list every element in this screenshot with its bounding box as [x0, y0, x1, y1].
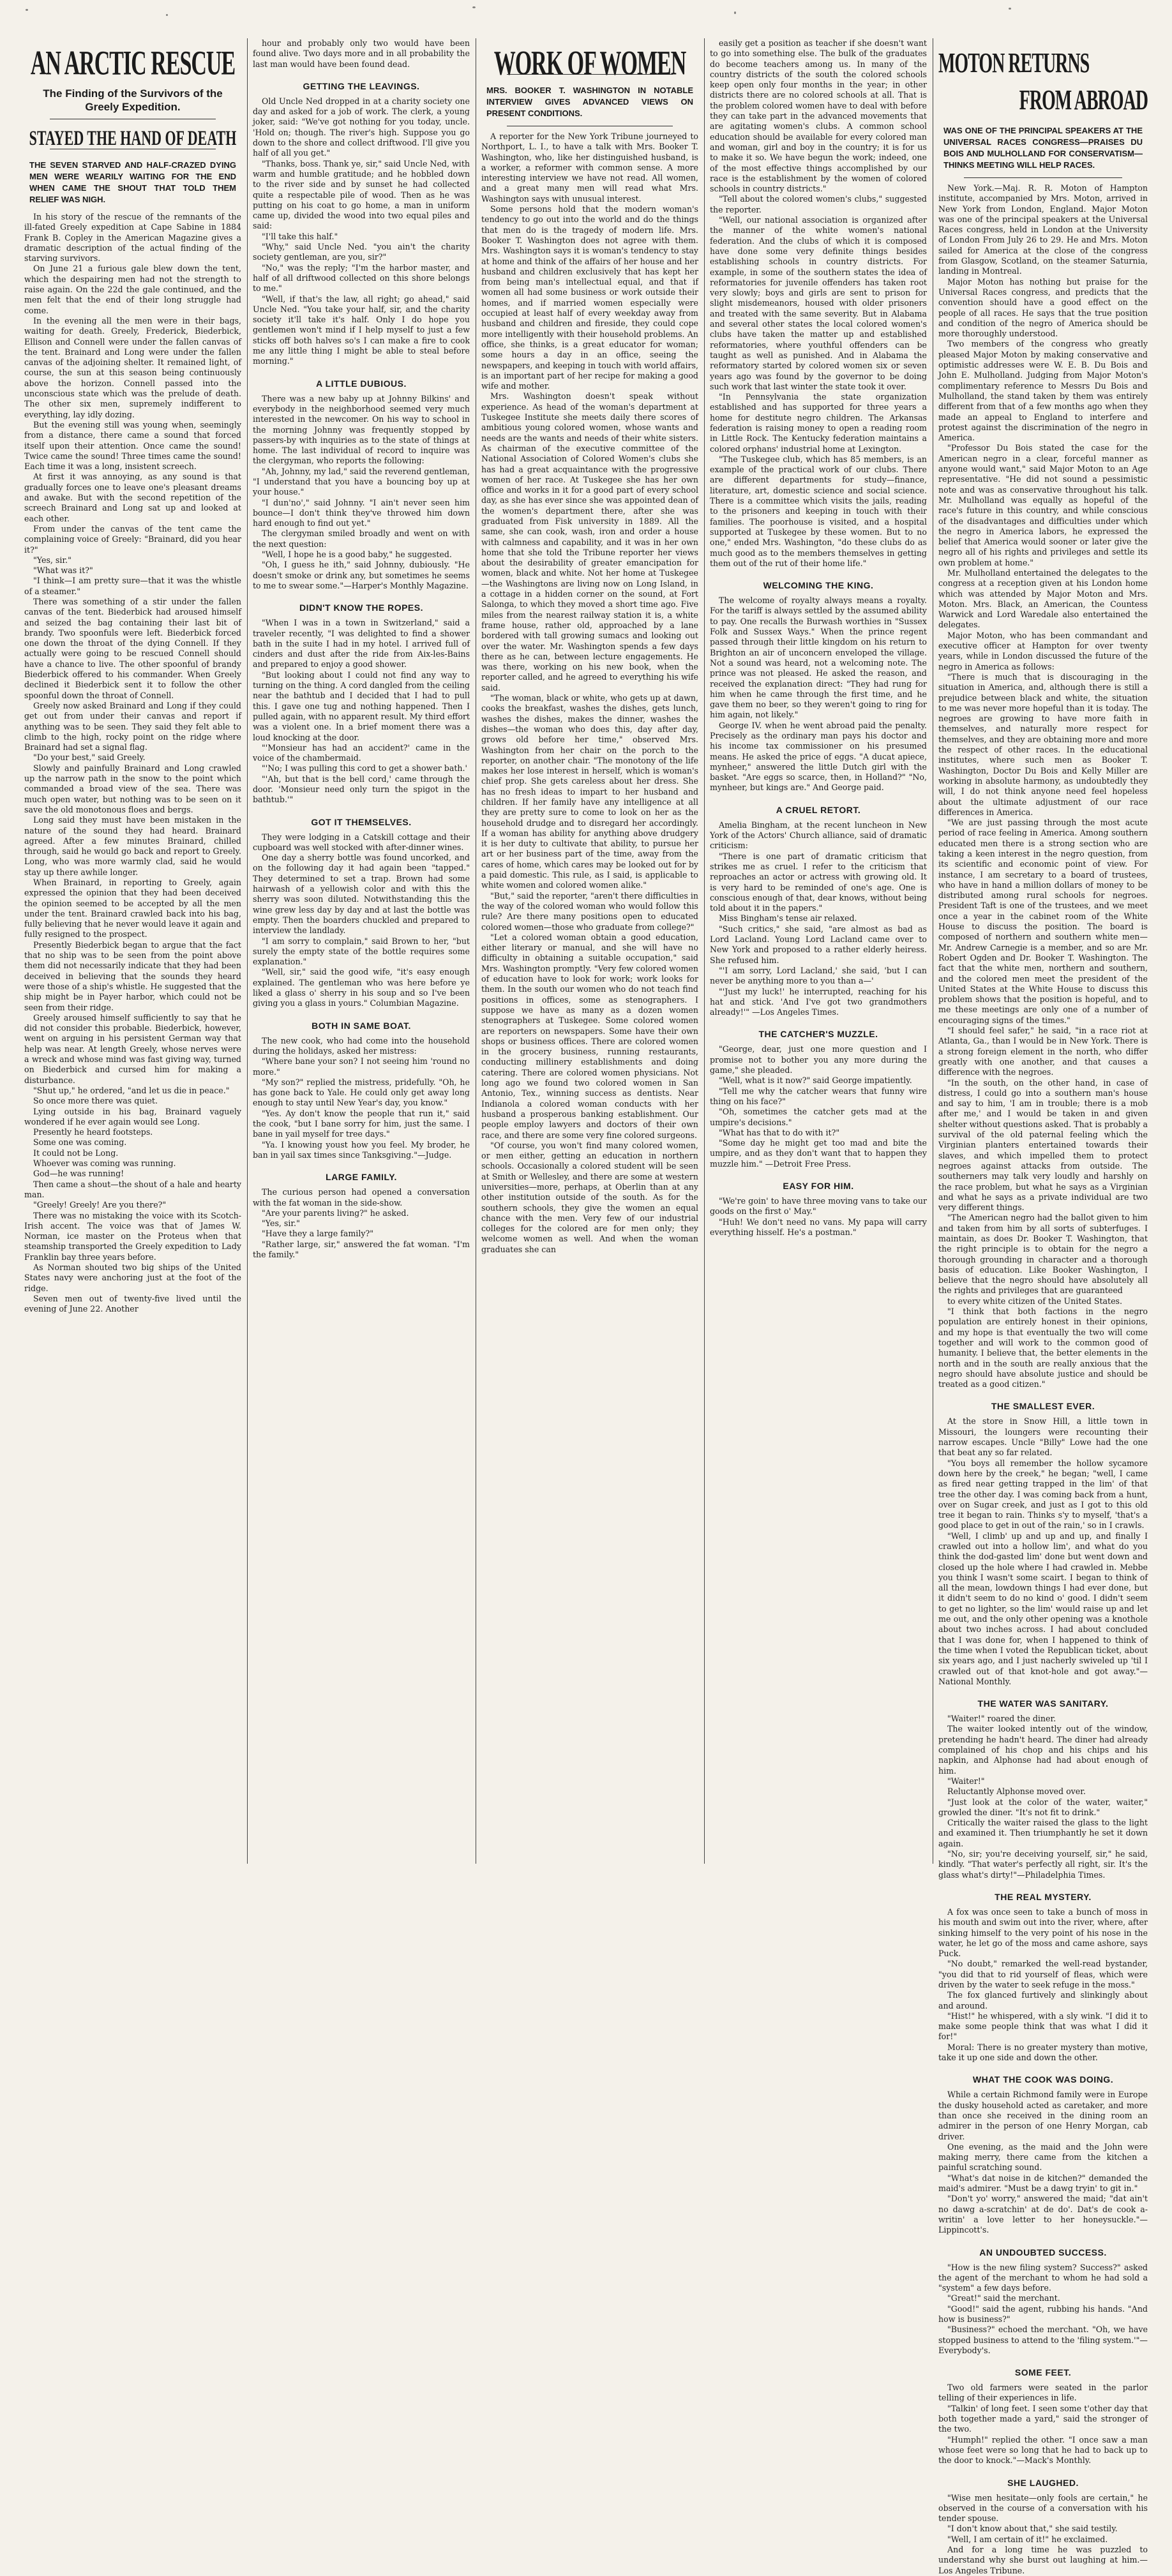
paragraph: Amelia Bingham, at the recent luncheon in New York of the Actors' Church alliance, said of dramatic criticism: — [710, 820, 927, 851]
paragraph: "Oh, sometimes the catcher gets mad at the umpire's decisions." — [710, 1107, 927, 1127]
section-heading: GETTING THE LEAVINGS. — [303, 80, 420, 91]
paragraph: "I don't know about that," she said testily. — [947, 2524, 1118, 2534]
paragraph: "The American negro had the ballot given to him and taken from him by all sorts of subterfuges. I maintain, as does Dr. Booker T. Washington, that the right principle is to obtain for the negro a thorough grounding in character and a thorough basis of education. Like Booker Washington, I believe that the negro should have absolutely all the rights and privileges that are guaranteed — [938, 1213, 1148, 1296]
paragraph: "No, sir; you're deceiving yourself, sir," he said, kindly. "That water's perfectly all right, sir. It's the glass what's dirty!"—Philadelphia Times. — [938, 1849, 1148, 1880]
article-summary: MRS. BOOKER T. WASHINGTON IN NOTABLE INTERVIEW GIVES ADVANCED VIEWS ON PRESENT CONDITIONS. — [486, 86, 693, 118]
paragraph: "No doubt," remarked the well-read bystander, "you did that to rid yourself of fleas, which were driven by the water to seek refuge in the moss." — [938, 1959, 1148, 1989]
paragraph: There was something of a stir under the fallen canvas of the tent. Biederbick had aroused himself and seized the bag containing their last bit of brandy. Two spoonfuls were left. Biederbick forced one down the throat of the dying Connell. If they actually were going to be rescued Connell should have a chance to live. The other spoonful of brandy Biederbick offered to his commander. When Greely declined it Biederbick sent it to follow the other spoonful down the throat of Connell. — [24, 596, 241, 700]
article-summary: WAS ONE OF THE PRINCIPAL SPEAKERS AT THE UNIVERSAL RACES CONGRESS—PRAISES DU BOIS AND MULHOLLAND FOR CONSERVATISM—THINKS MEETING WILL HELP RACES. — [943, 126, 1143, 170]
paragraph: "Well, if that's the law, all right; go ahead," said Uncle Ned. "You take your half, sir, and the charity society it'll take it's half. Only I do hope you gentlemen won't mind if I help myself to just a few sticks off both halves so's I can make a fire to cook me any little thing I might be able to steal before morning." — [253, 294, 470, 366]
paragraph: "Business?" echoed the merchant. "Oh, we have stopped business to attend to the 'filing system.'"—Everybody's. — [938, 2325, 1148, 2355]
paragraph: "How is the new filing system? Success?" asked the agent of the merchant to whom he had sold a "system" a few days before. — [938, 2262, 1148, 2293]
paragraph: "Well, our national association is organized after the manner of the white women's national federation. And the clubs of which it is composed have done some very definite things besides establishing schools in country districts. For example, in some of the southern states the idea of reformatories for juvenile offenders has taken root very slowly; boys and girls are sent to prison for slight misdemeanors, housed with older prisoners and treated with the same severity. But in Alabama and several other states the local colored women's clubs have taken the matter up and established reformatories, where youthful offenders can be taught as well as punished. And in Alabama the reformatory started by colored women six or seven years ago was found by the governor to be doing such work that last winter the state took it over. — [710, 215, 927, 391]
paragraph: Miss Bingham's tense air relaxed. — [719, 913, 857, 924]
column-rule — [247, 38, 248, 1864]
paragraph: Two old farmers were seated in the parlor telling of their experiences in life. — [938, 2383, 1148, 2403]
paragraph: to every white citizen of the United States. — [947, 1296, 1122, 1306]
paragraph: "'Ah, but that is the bell cord,' came through the door. 'Monsieur need only turn the spigot in the bathtub.'" — [253, 774, 470, 805]
column-2 — [253, 38, 470, 1864]
section-heading: SOME FEET. — [1014, 2367, 1072, 2378]
paragraph: The new cook, who had come into the household during the holidays, asked her mistress: — [253, 1035, 470, 1056]
paragraph: "I am sorry to complain," said Brown to her, "but surely the empty state of the bottle requires some explanation." — [253, 936, 470, 967]
section-heading: THE REAL MYSTERY. — [995, 1891, 1092, 1902]
paragraph: Some one was coming. — [33, 1137, 127, 1148]
paragraph: "Great!" said the merchant. — [947, 2293, 1060, 2303]
paragraph: There was a new baby up at Johnny Bilkins' and everybody in the neighborhood seemed very much interested in the newcomer. On his way to school in the morning Johnny was frequently stopped by passers-by with inquiries as to the state of things at home. The last individual of record to inquire was the clergyman, who reports the following: — [253, 393, 470, 466]
paragraph: "Waiter!" roared the diner. — [947, 1714, 1056, 1724]
paragraph: A fox was once seen to take a bunch of moss in his mouth and swim out into the river, where, after sinking himself to the very point of his nose in the water, he let go of the moss and came ashore, says Puck. — [938, 1906, 1148, 1959]
paragraph: "Thanks, boss. Thank ye, sir," said Uncle Ned, with warm and humble gratitude; and he hobbled down to the river side and by sunset he had collected quite a respectable pile of wood. Then as he was putting on his coat to go home, a man in uniform came up, divided the wood into two equal piles and said: — [253, 158, 470, 231]
paragraph: A reporter for the New York Tribune journeyed to Northport, L. I., to have a talk with Mrs. Booker T. Washington, who, like her distinguished husband, is a worker, a reformer with common sense. A more interesting interview we have not read. All women, and a great many men will read what Mrs. Washington says with unusual interest. — [481, 131, 698, 204]
paragraph: It could not be Long. — [33, 1148, 119, 1158]
paragraph: "There is much that is discouraging in the situation in America, and, although there is still a prejudice between black and white, the situation to me was never more hopeful than it is today. The negroes are growing to have more faith in themselves, and naturally more respect for themselves, and they are obtaining more and more the respect of other races. In the educational institutes, where such men as Booker T. Washington, Doctor Du Bois and Kelly Miller are working in absolute harmony, as undoubtedly they will, I do not think anyone need feel hopeless about the ultimate adjustment of our race differences in America. — [938, 671, 1148, 817]
paragraph: Lying outside in his bag, Brainard vaguely wondered if he ever again would see Long. — [24, 1106, 241, 1127]
paragraph: "Well, I climb' up and up and up, and finally I crawled out into a hollow lim', and what do you think the dod-gasted lim' done but went down and closed up the hole where I had crawled in. Mebbe you think I wasn't some scairt. I began to think of all the mean, lowdown things I had ever done, but it didn't seem to do no kind o' good. I didn't seem to get no lighter, so the lim' would raise up and let me out, and the only other opening was a knothole about two inches across. I had about concluded that I was done for, when I happened to think of the time when I voted the Republican ticket, about six years ago, and I just nacherly swiveled up 'til I crawled out of that knot-hole and got away."—National Monthly. — [938, 1531, 1148, 1686]
paragraph: George IV. when he went abroad paid the penalty. Precisely as the ordinary man pays his doctor and his income tax commissioner on his presumed means. He asked the price of eggs. "A ducat apiece, mynheer," answered the little Dutch girl with the basket. "Are eggs so scarce, then, in Holland?" "No, mynheer, but kings are." And George paid. — [710, 720, 927, 793]
paragraph: Seven men out of twenty-five lived until the evening of June 22. Another — [24, 1293, 241, 1314]
newspaper-page — [24, 38, 1148, 2575]
paragraph: God—he was running! — [33, 1169, 124, 1179]
paragraph: "You boys all remember the hollow sycamore down here by the creek," he began; "well, I came as fired near getting trapped in the lim' of that tree the other day. I was coming back from a hunt, over on Sugar creek, and just as I got to this old tree it began to rain. Thinks s'y to myself, 'that's a good place to get in out of the rain,' so in I crawls. — [938, 1458, 1148, 1531]
paragraph: "Talkin' of long feet. I seen some t'other day that both together made a yard," said the stronger of the two. — [938, 2403, 1148, 2434]
paragraph: Then came a shout—the shout of a hale and hearty man. — [24, 1179, 241, 1199]
paragraph: Major Moton has nothing but praise for the Universal Races congress, and predicts that the convention should have a good effect on the people of all races. He says that the true position and condition of the negro of America should be more thoroughly understood. — [938, 276, 1148, 339]
paragraph: "Rather large, sir," answered the fat woman. "I'm the family." — [253, 1239, 470, 1259]
paragraph: "The Tuskegee club, which has 85 members, is an example of the practical work of our clubs. There are different departments for study—finance, literature, art, domestic science and social science. There is a committee which visits the jails, reading to the prisoners and keeping in touch with their families. The poorhouse is visited, and a hospital supported at Tuskegee by these women. But to no one," ended Mrs. Washington, "do these clubs do as much good as to the members themselves in getting them out of the rut of their home life." — [710, 454, 927, 568]
paragraph: "In the south, on the other hand, in case of distress, I could go into a southern man's house and say to him, 'I am in trouble; there is a mob after me,' and I would be taken in and given shelter without questions asked. That is probably a survival of the old paternal feeling which the Virginian planters entertained towards their slaves, and which impelled them to protect negroes against attacks from outside. The southerners may talk very loudly and harshly on the race problem, but what he says as a Virginian and what he says as a private individual are two very different things. — [938, 1077, 1148, 1213]
paragraph: Critically the waiter raised the glass to the light and examined it. Then triumphantly he set it down again. — [938, 1818, 1148, 1848]
paragraph: "Tell me why the catcher wears that funny wire thing on his face?" — [710, 1086, 927, 1106]
paragraph: hour and probably only two would have been found alive. Two days more and in all probability the last man would have been found dead. — [253, 38, 470, 69]
section-heading: BOTH IN SAME BOAT. — [312, 1020, 411, 1031]
paragraph: "Ah, Johnny, my lad," said the reverend gentleman, "I understand that you have a bouncing boy up at your house." — [253, 466, 470, 497]
paragraph: "Where bane your son? I not seeing him 'round no more." — [253, 1056, 470, 1077]
section-heading: SHE LAUGHED. — [1007, 2477, 1079, 2488]
paragraph: "'Monsieur has had an accident?' came in the voice of the chambermaid. — [253, 742, 470, 763]
paragraph: "What's dat noise in de kitchen?" demanded the maid's admirer. "Must be a dawg tryin' to git in." — [938, 2173, 1148, 2194]
paragraph: In his story of the rescue of the remnants of the ill-fated Greely expedition at Cape Sabine in 1884 Frank B. Copley in the American Magazine gives a dramatic description of the actual finding of the starving survivors. — [24, 212, 241, 264]
paragraph: "Wise men hesitate—only fools are certain," he observed in the course of a conversation with his tender spouse. — [938, 2492, 1148, 2524]
headline-work-of-women: WORK OF WOMEN — [493, 45, 686, 83]
section-heading: A CRUEL RETORT. — [776, 804, 861, 815]
paragraph: "I'll take this half." — [262, 231, 338, 241]
paragraph: The waiter looked intently out of the window, pretending he hadn't heard. The diner had already complained of his chop and his chips and his napkin, and Alphonse had had about enough of him. — [938, 1724, 1148, 1776]
paragraph: And for a long time he was puzzled to understand why she burst out laughing at him.—Los Angeles Tribune. — [938, 2545, 1148, 2575]
paragraph: "Yes. Ay don't know the people that run it," said the cook, "but I bane sorry for him, just the same. I bane in yail myself for tree days." — [253, 1108, 470, 1139]
paragraph: "I dun'no'," said Johnny. "I ain't never seen him bounce—I don't think they've throwed him down hard enough to find out yet." — [253, 497, 470, 528]
paragraph: "I should feel safer," he said, "in a race riot at Atlanta, Ga., than I would be in New York. There is a strong foreign element in the north, who differ greatly with one another, and that causes a difference with the negroes. — [938, 1026, 1148, 1077]
paragraph: "Professor Du Bois stated the case for the American negro in a clear, forceful manner as anyone would want," said Major Moton to an Age representative. "He did not sound a pessimistic note and was as conservative throughout his talk. Mr. Mulholland was equally as hopeful of the race's future in this country, and while conscious of the disadvantages and difficulties under which the negro in America labors, he expressed the belief that America would sooner or later give the negro all of his rights and privileges and settle its own problem at home." — [938, 443, 1148, 567]
paragraph: "Let a colored woman obtain a good education, either literary or manual, and she will have no difficulty in obtaining a suitable occupation," said Mrs. Washington promptly. "Very few colored women of education have to look for work; work looks for them. In the south our women who do not teach find positions in offices, some as stenographers. I suppose we have as many as a dozen women stenographers at Tuskegee. Some colored women are reporters on newspapers. Some have their own shops or business offices. There are colored women in the grocery business, running restaurants, conducting millinery establishments and doing catering. There are colored women physicians. Not long ago we found two colored women in San Antonio, Tex., winning success as dentists. Near Indianola a colored woman conducts with her husband a prosperous banking establishment. Our people employ lawyers and doctors of their own race, and there are some very fine colored surgeons. — [481, 932, 698, 1140]
headline-arctic-rescue: AN ARCTIC RESCUE — [30, 45, 236, 83]
column-rule — [704, 38, 705, 1864]
column-5 — [938, 38, 1148, 2575]
paragraph: The welcome of royalty always means a royalty. For the tariff is always settled by the assumed ability to pay. One recalls the Burwash worthies in "Sussex Folk and Sussex Ways." When the prince regent passed through their little kingdom on his return to Brighton an air of unconcern enveloped the village. Not a sound was heard, not a welcoming note. The prince was not pleased. He asked the reason, and received the explanation direct: "They had rung for him when he came through the first time, and he gave them no beer, so they weren't going to ring for him again, not likely." — [710, 595, 927, 720]
paragraph: New York.—Maj. R. R. Moton of Hampton institute, accompanied by Mrs. Moton, arrived in New York from London, England. Major Moton was one of the principal speakers at the Universal Races congress, held in London at the University of London From July 26 to 29. He and Mrs. Moton sailed for America at the close of the congress from Glasgow, Scotland, on the steamer Saturnia, landing in Montreal. — [938, 183, 1148, 276]
paragraph: On June 21 a furious gale blew down the tent, which the despairing men had not the strength to raise again. On the 22d the gale continued, and the men felt that the end of their long struggle had come. — [24, 264, 241, 315]
paragraph: When Brainard, in reporting to Greely, again expressed the opinion that they had been deceived the opinion seemed to be accepted by all the men under the tent. Brainard crawled back into his bag, fully believing that he never would leave it again and fully resigned to the prospect. — [24, 878, 241, 940]
deck-greely-survivors: The Finding of the Survivors of the Greely Expedition. — [43, 87, 223, 113]
paragraph: While a certain Richmond family were in Europe the dusky household acted as caretaker, and more than once she received in the dining room an admirer in the person of one Henry Morgan, cab driver. — [938, 2090, 1148, 2141]
paragraph: "Shut up," he ordered, "and let us die in peace." — [33, 1085, 230, 1095]
paragraph: "Have they a large family?" — [262, 1229, 374, 1239]
paragraph: So once more there was quiet. — [33, 1096, 158, 1106]
deck-stayed-hand: STAYED THE HAND OF DEATH — [29, 126, 237, 150]
paragraph: "What was it?" — [33, 565, 93, 576]
paragraph: "Well, sir," said the good wife, "it's easy enough explained. The gentleman who was here before ye liked a glass o' sherry in his soup and so I've been giving you a glass in yours." Columbian Magazine. — [253, 967, 470, 1008]
paragraph: "'No; I was pulling this cord to get a shower bath.' — [262, 763, 468, 774]
paragraph: At the store in Snow Hill, a little town in Missouri, the loungers were recounting their narrow escapes. Uncle "Billy" Lowe had the one that beat any so far related. — [938, 1416, 1148, 1458]
paragraph: "Of course, you won't find many colored women, or men either, getting an education in northern schools. Occasionally a colored student will be seen at Smith or Wellesley, and there are some at western universities—more, perhaps, at Oberlin than at any other institution outside of the south. As for the southern schools, they give the women an equal chance with the men. Very few of our industrial colleges for the colored are for men only; they welcome women as well. And when the woman graduates she can — [481, 1140, 698, 1254]
paragraph: "Greely! Greely! Are you there?" — [33, 1200, 167, 1210]
paragraph: "Tell about the colored women's clubs," suggested the reporter. — [710, 194, 927, 214]
column-3 — [481, 38, 698, 1864]
paragraph: Two members of the congress who greatly pleased Major Moton by making conservative and optimistic addresses were W. E. B. Du Bois and John E. Mulholland. Judging from Major Moton's complimentary reference to Messrs Du Bois and Mulholland, the stand taken by them was entirely different from that of a few months ago when they made an appeal to England to interfere and protest against the discrimination of the negro in America. — [938, 339, 1148, 443]
paragraph: "There is one part of dramatic criticism that strikes me as cruel. I refer to the criticism that reproaches an actor or actress with growing old. It is very hard to be reminded of one's age. One is conscious enough of that, dear knows, without being told about it in the papers." — [710, 851, 927, 913]
paragraph: "My son?" replied the mistress, pridefully. "Oh, he has gone back to Yale. He could only get away long enough to stay until New Year's day, you know." — [253, 1077, 470, 1108]
paragraph: "Ya. I knowing youst how you feel. My broder, he ban in yail sax times since Tanksgiving."—Judge. — [253, 1139, 470, 1160]
headline-moton-returns: MOTON RETURNS — [938, 47, 1090, 80]
section-heading: DIDN'T KNOW THE ROPES. — [299, 603, 423, 613]
paragraph: "Hist!" he whispered, with a sly wink. "I did it to make some people think that was what I did it for!" — [938, 2011, 1148, 2042]
paragraph: "No," was the reply; "I'm the harbor master, and half of all driftwood collected on this shore belongs to me." — [253, 262, 470, 294]
paragraph: Mrs. Washington doesn't speak without experience. As head of the woman's department at Tuskegee Institute she meets daily there scores of ambitious young colored women, whose wants and needs are the wants and needs of their white sisters. As chairman of the executive committee of the National Association of Colored Women's clubs she has had a great acquaintance with the progressive women of her race. At Tuskegee she has her own office and works in it for a good part of every school day, as she has ever since she was appointed dean of the women's department there, after she was graduated from Fisk university in 1889. All the same, she can cook, wash, iron and order a house with calmness and capability, and it was in her own home that she told the Tribune reporter her views about the desirability of greater emancipation for women, black and white. Not her home at Tuskegee—the Washingtons are living now on Long Island, in a cottage in a hidden corner on the sound, at Fort Salonga, to which they moved a short time ago. Five miles from the nearest railway station it is, a white frame house, rather old, approached by a lane bordered with tall growing sumacs and looking out over the water. Mr. Washington spends a few days there as he can, between lecture engagements. He was there, working on his new book, when the reporter called, and he agreed to everything his wife said. — [481, 391, 698, 693]
article-continuation — [253, 38, 470, 70]
paragraph: Reluctantly Alphonse moved over. — [947, 1786, 1086, 1797]
section-heading: THE CATCHER'S MUZZLE. — [758, 1029, 878, 1040]
paragraph: "Well, I am certain of it!" he exclaimed. — [947, 2534, 1108, 2544]
paragraph: "George, dear, just one more question and I promise not to bother you any more during the game," she pleaded. — [710, 1044, 927, 1075]
paragraph: Presently he heard footsteps. — [33, 1127, 153, 1137]
paragraph: One day a sherry bottle was found uncorked, and on the following day it had again been "tapped." They determined to set a trap. Brown had some hairwash of a yellowish color and with this the sherry was soon diluted. Notwithstanding this the wine grew less day by day and at last the bottle was empty. Then the boarders chuckled and prepared to interview the landlady. — [253, 853, 470, 936]
paragraph: "Are your parents living?" he asked. — [262, 1208, 409, 1218]
paragraph: "I think that both factions in the negro population are entirely honest in their opinions, and my hope is that eventually the two will come together and will work to the common good of humanity. I believe that, the better elements in the north and in the south are really anxious that the negro should have absolute justice and should be treated as a good citizen." — [938, 1307, 1148, 1389]
paragraph: Slowly and painfully Brainard and Long crawled up the narrow path in the snow to the point which commanded a broad view of the sea. There was much open water, but nothing was to be seen on it save the old monotonous floes and bergs. — [24, 763, 241, 814]
paragraph: "The woman, black or white, who gets up at dawn, cooks the breakfast, washes the dishes, gets lunch, washes the dishes, makes the dinner, washes the dishes—the woman who does this, day after day, grows old before her time," observed Mrs. Washington from her chair on the porch to the reporter, on another chair. "The monotony of the life makes her lose interest in herself, which is woman's chief prop. She gets careless about her dress. She has no fresh ideas to impart to her husband and children. If her family have any intelligence at all they are pretty sure to come to look on her as the household drudge and to disregard her accordingly. If a woman has ability for anything above drudgery it is her duty to cultivate that ability, to pursue her art or her business part of the time, away from the cares of home, which cares may be looked out for by a paid domestic. This rule, as I said, is applicable to white women and colored women alike." — [481, 693, 698, 890]
paragraph: "In Pennsylvania the state organization established and has supported for three years a home for destitute negro children. The Arkansas federation is raising money to open a reading room in Little Rock. The Kentucky federation maintains a colored orphans' industrial home at Lexington. — [710, 392, 927, 454]
column-1 — [24, 38, 241, 1864]
paragraph: As Norman shouted two big ships of the United States navy were anchoring just at the foot of the ridge. — [24, 1262, 241, 1293]
section-heading: WELCOMING THE KING. — [763, 580, 874, 591]
paragraph: "I think—I am pretty sure—that it was the whistle of a steamer." — [24, 576, 241, 596]
section-heading: THE SMALLEST EVER. — [991, 1401, 1095, 1412]
paragraph: "What has that to do with it?" — [719, 1127, 840, 1137]
headline-from-abroad: FROM ABROAD — [1019, 84, 1148, 117]
paragraph: Greely now asked Brainard and Long if they could get out from under their canvas and report if anything was to be seen. They said they felt able to climb to the high, rocky point on the ridge where Brainard had set a signal flag. — [24, 700, 241, 753]
short-items — [710, 580, 927, 1238]
paragraph: Major Moton, who has been commandant and executive officer at Hampton for over twenty years, while in London discussed the future of the negro in America as follows: — [938, 630, 1148, 671]
paragraph: In the evening all the men were in their bags, waiting for death. Greely, Frederick, Biederbick, Ellison and Connell were under the fallen canvas of the tent. Brainard and Long were under the fallen canvas of the adjoining shelter. It remained light, of course, the sun at this season being continuously above the horizon. Connell passed into the unconscious state which was the prelude of death. The other six men, supremely indifferent to everything, lay idly dozing. — [24, 315, 241, 419]
section-heading: EASY FOR HIM. — [783, 1180, 854, 1191]
column-4 — [710, 38, 927, 1864]
paragraph: There was no mistaking the voice with its Scotch-Irish accent. The voice was that of James W. Norman, ice master on the Proteus when that steamship transported the Greely expedition to Lady Franklin bay three years before. — [24, 1210, 241, 1262]
section-heading: THE WATER WAS SANITARY. — [977, 1698, 1109, 1709]
paragraph: From under the canvas of the tent came the complaining voice of Greely: "Brainard, did you hear it?" — [24, 523, 241, 555]
article-body — [938, 183, 1148, 1296]
section-heading: A LITTLE DUBIOUS. — [316, 378, 407, 389]
paragraph: "Why," said Uncle Ned. "you ain't the charity society gentleman, are you, sir?" — [253, 242, 470, 262]
paragraph: One evening, as the maid and the John were making merry, there came from the kitchen a painful scratching sound. — [938, 2141, 1148, 2173]
paragraph: "Yes, sir." — [33, 555, 71, 565]
article-body — [481, 131, 698, 1255]
paragraph: The curious person had opened a conversation with the fat woman in the side-show. — [253, 1187, 470, 1208]
paragraph: "Some day he might get too mad and bite the umpire, and as they don't want that to happen they muzzle him." —Detroit Free Press. — [710, 1138, 927, 1169]
paragraph: Whoever was coming was running. — [33, 1158, 176, 1169]
section-heading: WHAT THE COOK WAS DOING. — [972, 2074, 1114, 2085]
section-heading: AN UNDOUBTED SUCCESS. — [979, 2247, 1107, 2258]
article-summary: THE SEVEN STARVED AND HALF-CRAZED DYING MEN WERE WEARILY WAITING FOR THE END WHEN CAME THE SHOUT THAT TOLD THEM RELIEF WAS NIGH. — [29, 160, 236, 204]
section-heading: LARGE FAMILY. — [326, 1172, 397, 1183]
paragraph: "Humph!" replied the other. "I once saw a man whose feet were so long that he had to back up to the door to knock."—Mack's Monthly. — [938, 2434, 1148, 2466]
article-body — [24, 212, 241, 1314]
paragraph: But the evening still was young when, seemingly from a distance, there came a sound that forced itself upon their attention. Once came the sound! Twice came the sound! Three times came the sound! Each time it was a long, insistent screech. — [24, 419, 241, 472]
divider — [964, 177, 1122, 178]
paragraph: The clergyman smiled broadly and went on with the next question: — [253, 528, 470, 549]
paragraph: "Don't yo' worry," answered the maid; "dat ain't no dawg a-scratchin' at de do'. Dat's de cook a-writin' a love letter to her honeysuckle."—Lippincott's. — [938, 2194, 1148, 2235]
paragraph: "Good!" said the agent, rubbing his hands. "And how is business?" — [938, 2303, 1148, 2324]
short-items — [253, 81, 470, 1260]
paragraph: "Do your best," said Greely. — [33, 753, 146, 763]
paragraph: "We are just passing through the most acute period of race feeling in America. Among southern educated men there is a strong section who are taking a keen interest in the negro question, from its scientific and economic point of view. For instance, I am secretary to a board of trustees, who have in hand a million dollars of money to be distributed among rural schools for negroes. President Taft is one of the trustees, and we meet once a year in the cabinet room of the White House to discuss the position. The board is composed of northern and southern white men—Mr. Andrew Carnegie is a member, and so are Mr. Robert Ogden and Dr. Booker T. Washington. The fact that the white men, northern and southern, and the colored men meet the president of the United States at the White House to discuss this problem shows that the position is hopeful, and to me these meetings are only one of a number of encouraging signs of the times." — [938, 818, 1148, 1025]
paragraph: "'Just my luck!' he interrupted, reaching for his hat and stick. 'And I've got two grandmothers already!'" —Los Angeles Times. — [710, 986, 927, 1017]
paragraph: Moral: There is no greater mystery than motive, take it up one side and down the other. — [938, 2042, 1148, 2063]
paragraph: "Yes, sir." — [262, 1218, 300, 1229]
paragraph: "Just look at the color of the water, waiter," growled the diner. "It's not fit to drink." — [938, 1797, 1148, 1817]
paragraph: "Waiter!" — [947, 1776, 985, 1786]
paragraph: The fox glanced furtively and slinkingly about and around. — [938, 1990, 1148, 2011]
paragraph: Some persons hold that the modern woman's tendency to go out into the world and do the things that men do is the tragedy of modern life. Mrs. Booker T. Washington does not agree with them. Mrs. Washington says it is woman's tendency to stay at home and think of the affairs of her house and her husband and children exclusively that has kept her from being man's intellectual equal, and that if women all had some business or work outside their homes, and if married women especially were occupied at least half of every weekday away from husband and children and fireside, they could cope more intelligently with their household problems. An office, she thinks, is a great educator for woman; some hours a day in an office, seeing the newspapers, and keeping in touch with world affairs, is an important part of her recipe for making a good wife and mother. — [481, 204, 698, 391]
paragraph: At first it was annoying, as any sound is that gradually forces one to leave one's pleasant dreams and awake. But with the second repetition of the screech Brainard and Long sat up and looked at each other. — [24, 472, 241, 523]
paragraph: "We're goin' to have three moving vans to take our goods on the first o' May." — [710, 1195, 927, 1217]
paragraph: "Well, I hope he is a good baby," he suggested. — [262, 550, 452, 560]
paragraph: Old Uncle Ned dropped in at a charity society one day and asked for a job of work. The clerk, a young joker, said: "We've got nothing for you today, uncle. 'Hold on; though. The river's high. Suppose you go down to the shore and collect driftwood. I'll give you half of all you get." — [253, 96, 470, 158]
paragraph: Mr. Mulholland entertained the delegates to the congress at a reception given at his London home which was attended by Major Moton and Mrs. Moton. Mrs. Black, an American, the Countess Warwick and Lord Waredale also entertained the delegates. — [938, 567, 1148, 630]
paragraph: "When I was in a town in Switzerland," said a traveler recently, "I was delighted to find a shower bath in the suite I had in my hotel. I arrived full of cinders and dust after the ride from Aix-les-Bains and prepared to enjoy a good shower. — [253, 618, 470, 670]
paragraph: "Oh, I guess he ith," said Johnny, dubiously. "He doesn't smoke or drink any, but sometimes he seems to me to swear some."—Harper's Monthly Magazine. — [253, 560, 470, 590]
short-items — [938, 1401, 1148, 2576]
paragraph: Long said they must have been mistaken in the nature of the sound they had heard. Brainard agreed. After a few minutes Brainard, chilled through, said he would go back and report to Greely. Long, who was more warmly clad, said he would stay up there awhile longer. — [24, 815, 241, 877]
article-continuation — [710, 38, 927, 569]
paragraph: "Such critics," she said, "are almost as bad as Lord Lacland. Young Lord Lacland came over to New York and proposed to a rather elderly heiress. She refused him. — [710, 924, 927, 965]
paragraph: "But," said the reporter, "aren't there difficulties in the way of the colored woman who would follow this rule? Are there many positions open to educated colored women—those who graduate from college?" — [481, 890, 698, 932]
article-continuation — [938, 1296, 1148, 1390]
paragraph: They were lodging in a Catskill cottage and their cupboard was well stocked with after-dinner wines. — [253, 832, 470, 852]
section-heading: GOT IT THEMSELVES. — [311, 816, 412, 827]
paragraph: "But looking about I could not find any way to turning on the thing. A cord dangled from the ceiling near the bathtub and I decided that I had to pull this. I gave one tug and nothing happened. Then I pulled again, with no apparent result. My third effort was a violent one. In a brief moment there was a loud knocking at the door. — [253, 670, 470, 742]
paragraph: "Huh! We don't need no vans. My papa will carry everything hisself. He's a postman." — [710, 1217, 927, 1237]
paragraph: "Well, what is it now?" said George impatiently. — [719, 1075, 912, 1086]
paragraph: easily get a position as teacher if she doesn't want to go into something else. The bulk of the graduates do become teachers among us. In many of the country districts of the south the colored schools keep open only four months in the year; in other districts there are no colored schools at all. That is the problem colored women have to deal with before they can take part in the advanced movements that are agitating women's clubs. A common school education should be available for every colored man and woman, girl and boy in the country; it is for us to make it so. We have begun the work; indeed, one of the most effective things accomplished by our race is the establishment by the women of colored schools in country districts." — [710, 38, 927, 194]
paragraph: "'I am sorry, Lord Lacland,' she said, 'but I can never be anything more to you than a—' — [710, 965, 927, 986]
paragraph: Greely aroused himself sufficiently to say that he did not consider this probable. Biederbick, however, went on arguing in his persistent German way that help was near. At length Greely, whose nerves were a wreck and whose mind was fast giving way, turned on Biederbick and cursed him for making a disturbance. — [24, 1012, 241, 1085]
paragraph: Presently Biederbick began to argue that the fact that no ship was to be seen from the point above them did not necessarily indicate that they had been deceived in believing that the sounds they heard were those of a ship's whistle. He suggested that the ship might be in Payer harbor, which could not be seen from their ridge. — [24, 940, 241, 1012]
